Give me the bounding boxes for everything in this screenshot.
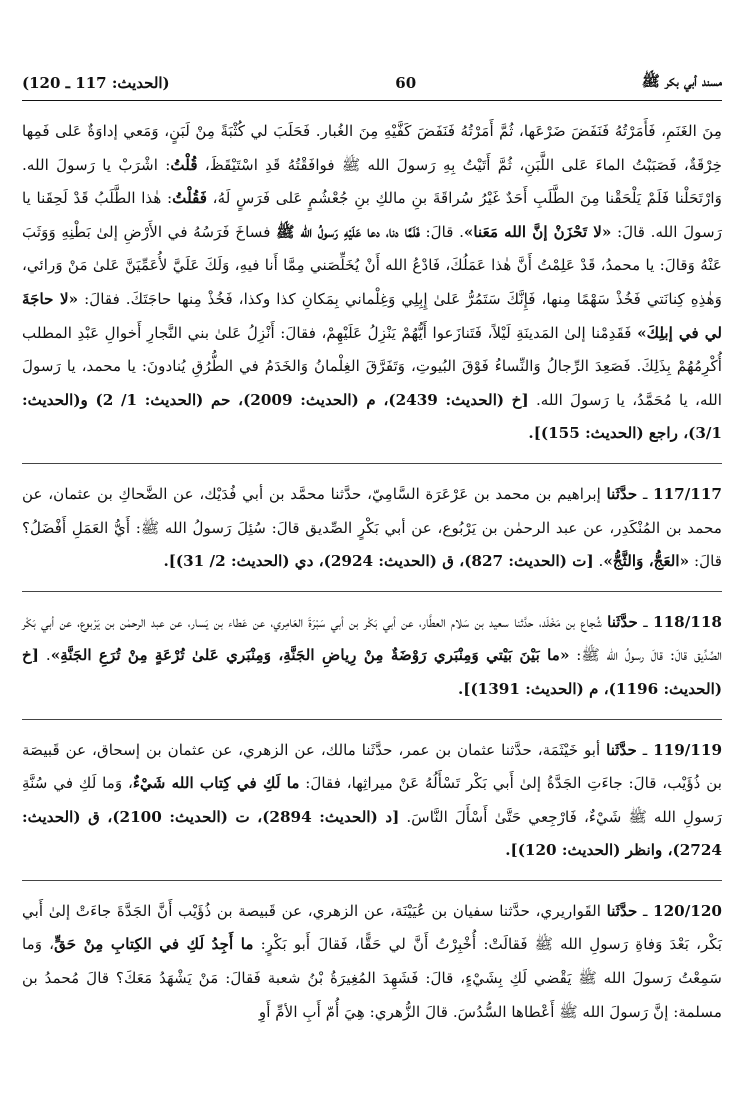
bold-text-segment: [خ (الحديث: 2439)، م (الحديث: 2009)، حم (الحديث: 1/ 2) و(الحديث: 3/1)، راجع (الحديث: 155)].	[22, 390, 722, 443]
bold-text-segment: فَلَمَّا دنا، دعا عَلَيْهِ رَسولُ الله ﷺ	[276, 222, 420, 241]
bold-text-segment: 118/118	[653, 612, 722, 631]
bold-text-segment: حدَّثَنا	[606, 901, 638, 920]
bold-text-segment: فَقُلْتُ	[172, 189, 208, 208]
text-segment: فساخَ فَرَسُهُ في الأَرْضِ إلىٰ بَطْنِهِ وَوَثَبَ عَنْهُ وَقالَ: يا محمدُ، قَدْ عَلِمْتُ أَنَّ هٰذا عَمَلُكَ، فَادْعُ الله أَنْ يُخَلِّصَني مِمَّا أَنا فيهِ، وَلَكَ عَلَيَّ لأُعَمِّيَنَّ عَلىٰ مَنْ وَرائي، وَهٰذِهِ كِنانَتي فَخُذْ سَهْمًا مِنها، فَإِنَّكَ سَتَمُرُّ عَلىٰ إِبِلِي وَغِلْماني بِمَكانِ كذا وكذا، فَخُذْ مِنها حاجَتَكَ. فقالَ:	[22, 222, 722, 308]
paragraph-hadith-117	[22, 478, 722, 579]
bold-text-segment: [ت (الحديث: 827)، ق (الحديث: 2924)، دي (الحديث: 2/ 31)].	[163, 552, 594, 571]
text-segment: .	[593, 552, 604, 571]
paragraph-hadith-119	[22, 734, 722, 868]
bold-text-segment: ما لَكِ في كِتاب الله شَيْءٌ	[132, 774, 300, 793]
text-segment: شُجاع بن مَخْلَد، حدَّثنا سعيد بن سَلام العطَّار، عن أبي بَكْر بن أبي سَبْرَةَ العَامِري، عن عَطاء بن يَسار، عن عبد الرحمٰن بن يَرْبوع، عن أبي بَكْر الصِّدِّيق قالَ: قالَ رسولُ الله ﷺ:	[22, 612, 723, 665]
paragraph-hadith-120	[22, 895, 722, 1029]
text-segment: أبو خَيْثَمَة، حدَّثنا عثمان بن عمر، حدَّثَنا مالك، عن الزهري، عن عثمان بن إسحاق، عن قَبيصَة بن ذُؤَيْب، قالَ: جاءَتِ الجَدَّةُ إلىٰ أَبي بَكْر تَسْأَلُهُ عَنْ ميراثِها، فقالَ:	[22, 740, 722, 793]
separator-rule	[22, 880, 722, 881]
running-header	[22, 68, 722, 98]
text-segment: إبراهيم بن محمد بن عَرْعَرَة السَّامِيّ، حدَّثنا محمَّد بن أبي فُدَيْك، عن الضَّحاكِ بن عثمان، عن محمد بن المُنْكَدِر، عن عبد الرحمٰن بن يَرْبُوع، عن أبي بَكْرٍ الصِّديق قالَ: سُئِلَ رَسولُ الله ﷺ: أَيُّ العَمَلِ أَفْضَلُ؟ قالَ:	[22, 484, 722, 571]
bold-text-segment: حدَّثَنا	[606, 740, 637, 759]
text-segment: ، وَما سَمِعْتُ رَسولَ الله ﷺ يَقْضي لَكِ بِشَيْءٍ، قالَ: فَشَهِدَ المُغِيرَةُ بْنُ شعبة فَقالَ: مَنْ يَشْهَدُ مَعَكَ؟ قالَ مُحمدُ بن مسلمة: إنَّ رَسولَ الله ﷺ أَعْطاها السُّدُسَ. قالَ الزُّهري: هِيَ أُمّ أَبِ الأمِّ أَوِ	[22, 935, 722, 1021]
page	[22, 68, 722, 1029]
page-number: 60	[395, 74, 417, 92]
text-segment: القَواريري، حدَّثنا سفيان بن عُيَيْنَة، عن الزهري، عن قَبيصة بن ذُؤَيْب أَنَّ الجَدَّةَ جاءَتْ إلىٰ أَبي بَكْر، بَعْدَ وَفاةِ رَسولِ الله ﷺ فَقالَتْ: أُخْبِرْتُ أَنَّ لي حَقًّا، فَقالَ أَبو بَكْرٍ:	[22, 901, 723, 954]
text-segment: ـ	[637, 901, 654, 920]
text-segment: .	[39, 646, 51, 665]
text-segment: ، وَما لَكِ في سُنَّةِ رَسولِ الله ﷺ شَيْءٌ، فَارْجِعي حَتَّىٰ أَسْأَلَ النَّاسَ.	[22, 774, 722, 826]
separator-rule	[22, 591, 722, 592]
hadith-range: (الحديث: 117 ـ 120)	[22, 74, 170, 92]
separator-rule	[22, 719, 722, 720]
paragraph-hadith-116-continued	[22, 115, 722, 451]
text-segment: ـ	[637, 612, 654, 631]
bold-text-segment: حدَّثَنا	[606, 484, 638, 503]
bold-text-segment: قُلْتُ	[170, 155, 198, 174]
bold-text-segment: [د (الحديث: 2894)، ت (الحديث: 2100)، ق (الحديث: 2724)، وانظر (الحديث: 120)].	[22, 807, 722, 860]
bold-text-segment: [خ (الحديث: 1196)، م (الحديث: 1391)].	[22, 646, 722, 698]
bold-text-segment: حدَّثَنا	[607, 612, 638, 631]
bold-text-segment: 117/117	[653, 484, 722, 503]
text-segment: فَقَدِمْنا إلىٰ المَدينَةِ لَيْلاً، فَتَنازَعوا أَيُّهُمْ يَنْزِلُ عَلَيْهِمْ، فقالَ: أَنْزِلُ عَلىٰ بني النَّجارِ أَخوالِ عَبْدِ المطلب أُكْرِمُهُمْ بِذَلِكَ. فَصَعِدَ الرِّجالُ وَالنِّساءُ فَوْقَ البُيوتِ، وَتَفَرَّقَ الغِلْمانُ وَالخَدَمُ في الطُّرُقِ يُنادونَ: يا محمد، يا رَسولَ الله، يا مُحَمَّدُ، يا رَسولَ الله.	[22, 323, 722, 409]
bold-text-segment: «لا حاجَةَ لي في إبلِكَ»	[22, 289, 723, 342]
text-segment: : اشْرَبْ يا رَسولَ الله. وَارْتَحَلْنا فَلَمْ يَلْحَقْنا مِنَ الطَّلَبِ أَحَدٌ غَيْرُ سُراقَةَ بنِ مالكِ بنِ جُعْشُمٍ عَلى فَرَسٍ لَهُ،	[22, 155, 722, 208]
text-segment: . قالَ:	[419, 222, 464, 241]
bold-text-segment: «ما بَيْنَ بَيْتي وَمِنْبَري رَوْضَةٌ مِنْ رِياضِ الجَنَّةِ، وَمِنْبَري عَلىٰ تُرْعَةٍ مِنْ تُرَعِ الجَنَّةِ»	[50, 646, 570, 665]
separator-rule	[22, 463, 722, 464]
bold-text-segment: ما أَجِدُ لَكِ في الكِتابِ مِنْ حَقٍّ	[54, 935, 254, 954]
text-body	[22, 115, 722, 1029]
header-rule	[22, 100, 722, 101]
bold-text-segment: 120/120	[653, 901, 722, 920]
text-segment: : هٰذا الطَّلَبُ قَدْ لَحِقَنا يا رَسولَ الله. قالَ:	[22, 189, 723, 241]
bold-text-segment: 119/119	[653, 740, 723, 759]
book-title: مسند أبي بكر ﷺ	[641, 72, 722, 90]
text-segment: ـ	[636, 740, 654, 759]
text-segment: ـ	[637, 484, 654, 503]
paragraph-hadith-118	[22, 606, 722, 707]
text-segment: مِنَ الغَنَمِ، فَأَمَرْتُهُ فَنَفَضَ ضَرْعَها، ثُمَّ أَمَرْتُهُ فَنَفَضَ كَفَّيْهِ مِنَ الغُبار. فَحَلَبَ لي كُثْبَةً مِنْ لَبَنٍ، وَمَعي إداوَةٌ عَلى فَمِها خِرْقَةٌ، فَصَبَبْتُ الماءَ عَلى اللَّبَنِ، ثُمَّ أَتَيْتُ بِهِ رَسولَ الله ﷺ فوافَقْتُهُ قَدِ اسْتَيْقَظَ،	[22, 122, 722, 174]
bold-text-segment: «العَجُّ، وَالثَّجُّ»	[603, 552, 690, 571]
bold-text-segment: «لا تَحْزَنْ إنَّ الله مَعَنا»	[463, 222, 612, 241]
